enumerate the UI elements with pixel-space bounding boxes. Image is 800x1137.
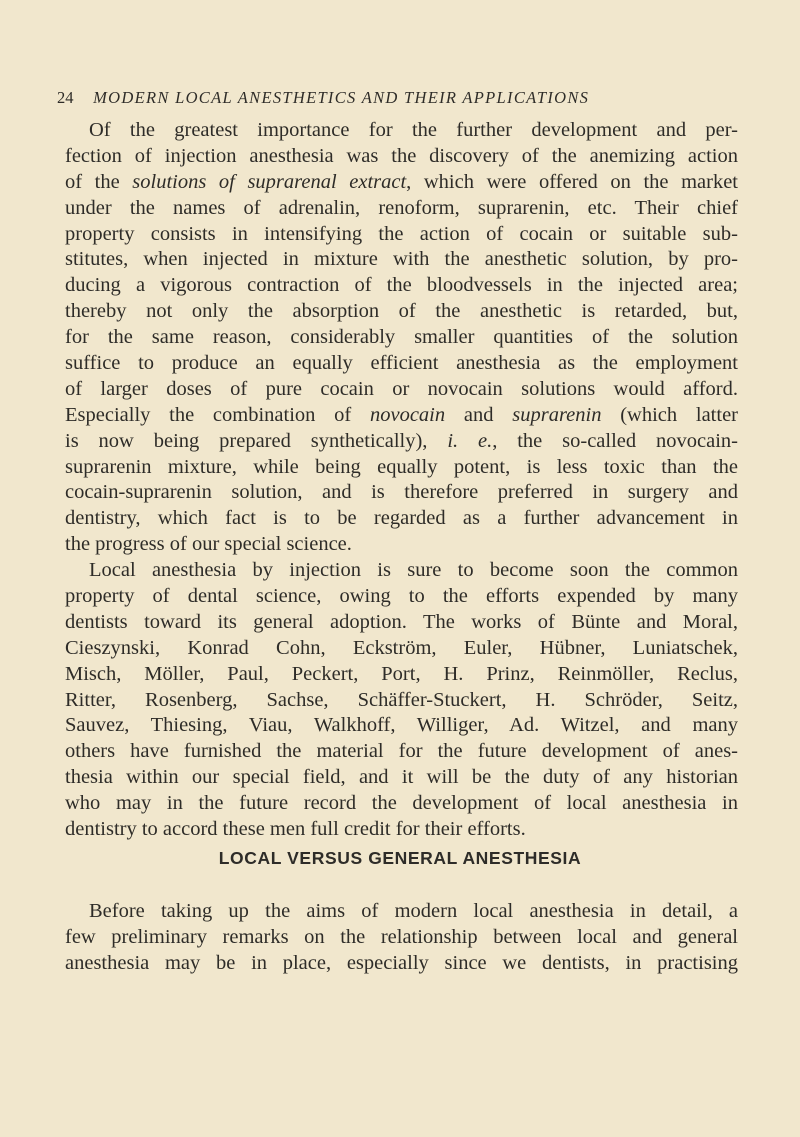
text-line bbox=[65, 899, 738, 925]
text-run: Local anesthesia by injection is sure to become soon the common bbox=[89, 559, 738, 582]
text-run: cocain-suprarenin solution, and is therefore preferred in surgery and bbox=[65, 481, 738, 504]
text-run: stitutes, when injected in mixture with the anesthetic solution, by pro- bbox=[65, 248, 738, 271]
text-line bbox=[65, 118, 738, 144]
text-line bbox=[65, 791, 738, 817]
text-line bbox=[65, 325, 738, 351]
text-line bbox=[65, 688, 738, 714]
text-line bbox=[65, 377, 738, 403]
text-line bbox=[65, 765, 738, 791]
text-run: few preliminary remarks on the relationship between local and general bbox=[65, 925, 738, 948]
text-run: dentists toward its general adoption. The works of Bünte and Moral, bbox=[65, 610, 738, 633]
text-line bbox=[65, 196, 738, 222]
text-run: and bbox=[445, 403, 513, 426]
text-line bbox=[65, 532, 738, 558]
text-run: fection of injection anesthesia was the discovery of the anemizing action bbox=[65, 144, 738, 167]
text-line bbox=[65, 222, 738, 248]
text-run: , the so-called novocain- bbox=[492, 429, 738, 452]
text-run: is now being prepared synthetically), bbox=[65, 429, 448, 452]
text-run: of the bbox=[65, 170, 133, 193]
text-run: Especially the combination of bbox=[65, 403, 370, 426]
text-run: thesia within our special field, and it will be the duty of any historian bbox=[65, 766, 738, 789]
text-line bbox=[65, 610, 738, 636]
text-run: thereby not only the absorption of the anesthetic is retarded, but, bbox=[65, 300, 738, 323]
page-number: 24 bbox=[57, 88, 74, 107]
text-line bbox=[65, 299, 738, 325]
italic-text: suprarenin bbox=[512, 403, 602, 426]
text-line bbox=[65, 480, 738, 506]
body-text-lower bbox=[65, 899, 738, 977]
text-line bbox=[65, 951, 738, 977]
text-line bbox=[65, 351, 738, 377]
text-run: property of dental science, owing to the efforts expended by many bbox=[65, 585, 738, 608]
running-head bbox=[57, 88, 747, 108]
text-run: Cieszynski, Konrad Cohn, Eckström, Euler, Hübner, Luniatschek, bbox=[65, 636, 738, 659]
text-line bbox=[65, 925, 738, 951]
text-line bbox=[65, 273, 738, 299]
text-line bbox=[65, 662, 738, 688]
text-line bbox=[65, 247, 738, 273]
text-run: Ritter, Rosenberg, Sachse, Schäffer-Stuckert, H. Schröder, Seitz, bbox=[65, 688, 738, 711]
text-line bbox=[65, 170, 738, 196]
text-run: of larger doses of pure cocain or novocain solutions would afford. bbox=[65, 377, 738, 400]
text-line bbox=[65, 403, 738, 429]
section-heading: LOCAL VERSUS GENERAL ANESTHESIA bbox=[218, 848, 582, 868]
text-run: for the same reason, considerably smaller quantities of the solution bbox=[65, 326, 738, 349]
text-run: dentistry to accord these men full credit for their efforts. bbox=[65, 818, 526, 841]
text-run: suffice to produce an equally efficient anesthesia as the employment bbox=[65, 352, 738, 375]
text-run: anesthesia may be in place, especially since we dentists, in practising bbox=[65, 951, 738, 974]
text-line bbox=[65, 558, 738, 584]
text-line bbox=[65, 455, 738, 481]
italic-text: solutions of suprarenal extract bbox=[132, 170, 407, 193]
text-run: who may in the future record the development of local anesthesia in bbox=[65, 792, 738, 815]
text-run: ducing a vigorous contraction of the bloodvessels in the injected area; bbox=[65, 274, 738, 297]
text-run: , which were offered on the market bbox=[406, 170, 738, 193]
text-run: Sauvez, Thiesing, Viau, Walkhoff, Williger, Ad. Witzel, and many bbox=[65, 714, 738, 737]
text-run: under the names of adrenalin, renoform, suprarenin, etc. Their chief bbox=[65, 196, 738, 219]
text-run: the progress of our special science. bbox=[65, 533, 352, 556]
text-run: Misch, Möller, Paul, Peckert, Port, H. Prinz, Reinmöller, Reclus, bbox=[65, 662, 738, 685]
text-run: others have furnished the material for the future development of anes- bbox=[65, 740, 738, 763]
text-run: dentistry, which fact is to be regarded as a further advancement in bbox=[65, 507, 738, 530]
text-line bbox=[65, 506, 738, 532]
text-run: Before taking up the aims of modern local anesthesia in detail, a bbox=[89, 900, 738, 922]
italic-text: i. e. bbox=[447, 429, 493, 452]
text-run: property consists in intensifying the action of cocain or suitable sub- bbox=[65, 222, 738, 245]
text-run: Of the greatest importance for the further development and per- bbox=[89, 119, 738, 141]
text-line bbox=[65, 817, 738, 843]
text-line bbox=[65, 584, 738, 610]
text-line bbox=[65, 144, 738, 170]
text-line bbox=[65, 429, 738, 455]
text-run: suprarenin mixture, while being equally potent, is less toxic than the bbox=[65, 455, 738, 478]
running-title: MODERN LOCAL ANESTHETICS AND THEIR APPLICATIONS bbox=[93, 88, 590, 107]
text-line bbox=[65, 713, 738, 739]
body-text-upper bbox=[65, 118, 738, 843]
italic-text: novocain bbox=[369, 403, 446, 426]
text-run: (which latter bbox=[601, 403, 739, 426]
text-line bbox=[65, 636, 738, 662]
text-line bbox=[65, 739, 738, 765]
